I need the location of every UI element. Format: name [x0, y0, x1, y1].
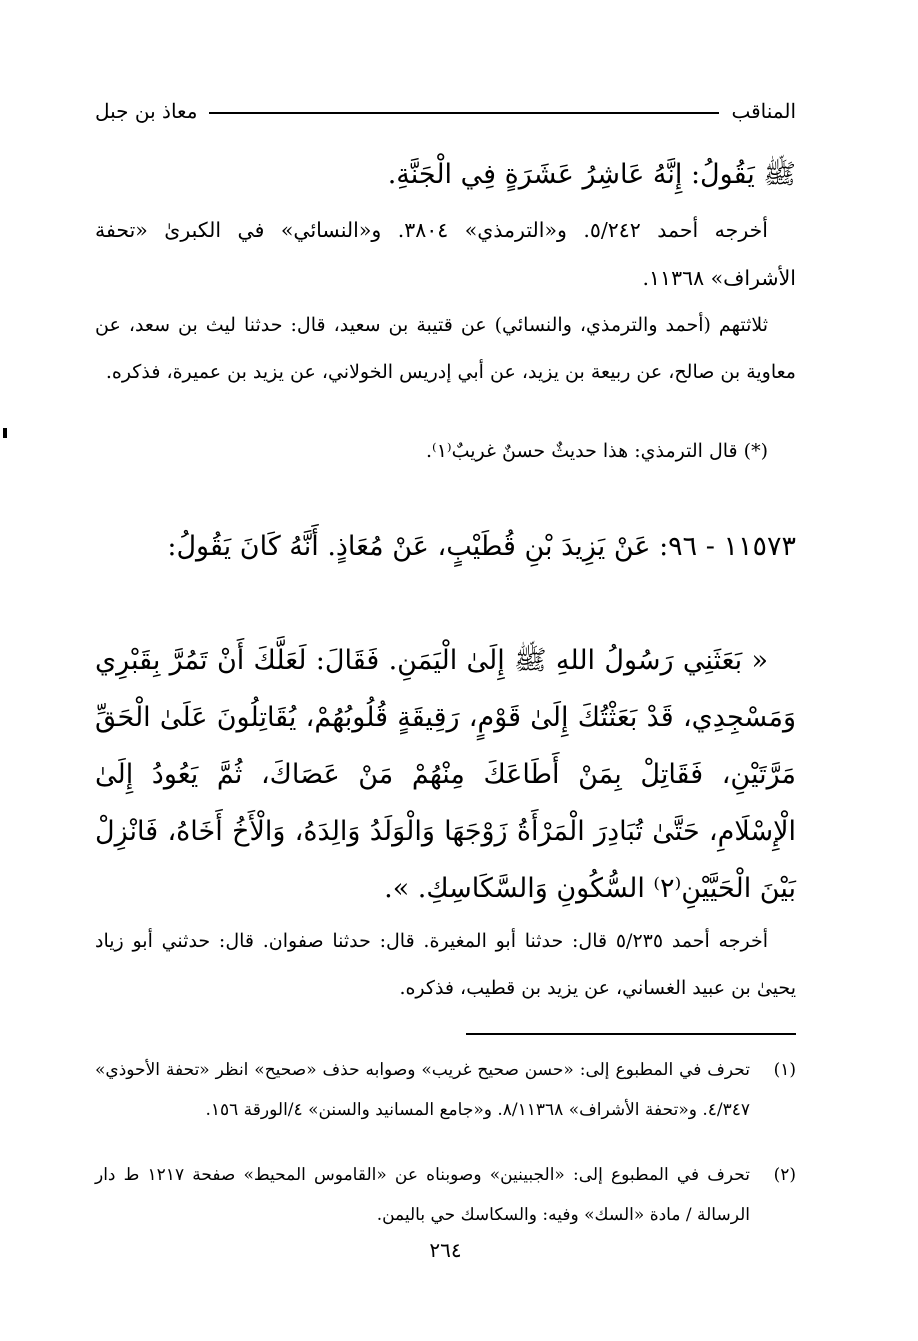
hadith-heading: ١١٥٧٣ - ٩٦: عَنْ يَزِيدَ بْنِ قُطَيْبٍ، عَنْ مُعَاذٍ. أَنَّهُ كَانَ يَقُولُ:: [167, 531, 796, 562]
footnote-text: تحرف في المطبوع إلى: «حسن صحيح غريب» وصوابه حذف «صحيح» انظر «تحفة الأحوذي» ٤/٣٤٧. و«تحفة الأشراف» ٨/١١٣٦٨. و«جامع المسانيد والسنن» ٤/الورقة ١٥٦.: [95, 1060, 750, 1120]
book-page: [95, 0, 796, 1341]
quote-line: ﷺ يَقُولُ: إِنَّهُ عَاشِرُ عَشَرَةٍ فِي الْجَنَّةِ.: [387, 159, 796, 190]
footnote-number: (٢): [773, 1165, 796, 1185]
footnote-2: [95, 1155, 796, 1235]
running-header: [95, 96, 796, 126]
header-section: المناقب: [731, 99, 796, 123]
page-number: ٢٦٤: [429, 1238, 462, 1262]
takhrij-paragraph-1: أخرجه أحمد ٥/٢٤٢. و«الترمذي» ٣٨٠٤. و«النسائي» في الكبرىٰ «تحفة الأشراف» ١١٣٦٨.: [95, 218, 796, 290]
isnad-paragraph: ثلاثتهم (أحمد والترمذي، والنسائي) عن قتيبة بن سعيد، قال: حدثنا ليث بن سعد، عن معاوية بن صالح، عن ربيعة بن يزيد، عن أبي إدريس الخولاني، عن يزيد بن عميرة، فذكره.: [95, 314, 796, 383]
footnote-number: (١): [773, 1060, 796, 1080]
tirmidhi-note: (*) قال الترمذي: هذا حديثٌ حسنٌ غريبٌ⁽١⁾.: [425, 440, 768, 462]
footnote-1: [95, 1050, 796, 1130]
header-chapter: معاذ بن جبل: [95, 99, 198, 123]
hadith-text: « بَعَثَنِي رَسُولُ اللهِ ﷺ إِلَىٰ الْيَمَنِ. فَقَالَ: لَعَلَّكَ أَنْ تَمُرَّ بِقَبْرِي وَمَسْجِدِي، قَدْ بَعَثْتُكَ إِلَىٰ قَوْمٍ، رَقِيقَةٍ قُلُوبُهُمْ، يُقَاتِلُونَ عَلَىٰ الْحَقِّ مَرَّتَيْنِ، فَقَاتِلْ بِمَنْ أَطَاعَكَ مِنْهُمْ مَنْ عَصَاكَ، ثُمَّ يَعُودُ إِلَىٰ الْإِسْلَامِ، حَتَّىٰ تُبَادِرَ الْمَرْأَةُ زَوْجَهَا وَالْوَلَدُ وَالِدَهُ، وَالْأَخُ أَخَاهُ، فَانْزِلْ بَيْنَ الْحَيَّيْنِ⁽٢⁾ السُّكُونِ وَالسَّكَاسِكِ. ».: [95, 645, 796, 904]
footnote-rule: [466, 1033, 796, 1035]
header-rule: [209, 112, 719, 114]
footnote-text: تحرف في المطبوع إلى: «الجبينين» وصوبناه عن «القاموس المحيط» صفحة ١٢١٧ ط دار الرسالة / مادة «السك» وفيه: والسكاسك حي باليمن.: [95, 1165, 750, 1225]
takhrij-paragraph-2: أخرجه أحمد ٥/٢٣٥ قال: حدثنا أبو المغيرة. قال: حدثنا صفوان. قال: حدثني أبو زياد يحيىٰ بن عبيد الغساني، عن يزيد بن قطيب، فذكره.: [95, 930, 796, 999]
margin-mark: [3, 428, 7, 438]
